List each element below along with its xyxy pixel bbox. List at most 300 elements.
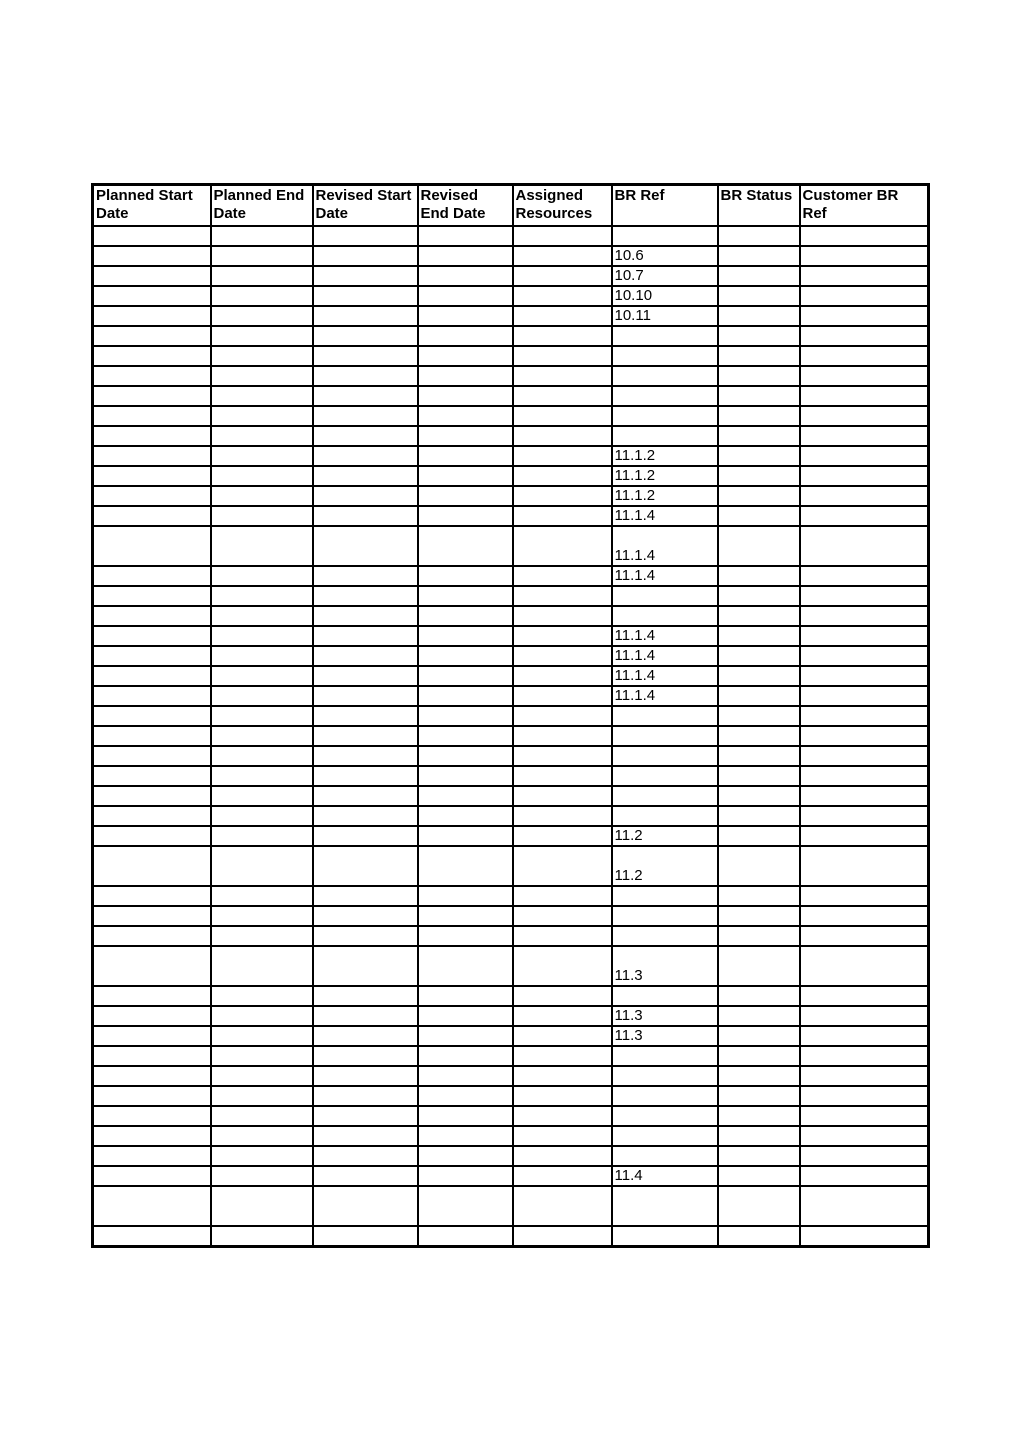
planned-start-date-cell <box>93 846 211 886</box>
revised-end-date-cell <box>418 746 513 766</box>
table-row <box>93 386 929 406</box>
customer-br-ref-cell <box>800 506 929 526</box>
table-row <box>93 1106 929 1126</box>
planned-end-date-cell <box>211 346 313 366</box>
planned-end-date-cell <box>211 946 313 986</box>
br-ref-cell <box>612 326 718 346</box>
assigned-resources-cell <box>513 486 612 506</box>
br-ref-cell: 11.1.4 <box>612 526 718 566</box>
table-row <box>93 1026 929 1046</box>
customer-br-ref-cell <box>800 346 929 366</box>
revised-start-date-cell <box>313 506 418 526</box>
assigned-resources-cell <box>513 646 612 666</box>
planned-start-date-cell <box>93 386 211 406</box>
project-plan-table <box>91 183 930 1248</box>
br-status-cell <box>718 286 800 306</box>
planned-start-date-cell <box>93 806 211 826</box>
table-row <box>93 766 929 786</box>
br-status-cell <box>718 1006 800 1026</box>
br-ref-cell <box>612 786 718 806</box>
table-row <box>93 566 929 586</box>
planned-start-date-cell <box>93 946 211 986</box>
planned-start-date-cell <box>93 1166 211 1186</box>
assigned-resources-cell <box>513 1026 612 1046</box>
customer-br-ref-cell <box>800 1146 929 1166</box>
customer-br-ref-cell <box>800 886 929 906</box>
br-status-cell <box>718 326 800 346</box>
revised-start-date-cell <box>313 226 418 246</box>
customer-br-ref-cell <box>800 366 929 386</box>
planned-end-date-cell <box>211 266 313 286</box>
revised-end-date-cell <box>418 1126 513 1146</box>
br-ref-cell: 11.3 <box>612 1026 718 1046</box>
br-status-cell <box>718 346 800 366</box>
customer-br-ref-cell <box>800 306 929 326</box>
revised-end-date-cell <box>418 726 513 746</box>
customer-br-ref-cell <box>800 1186 929 1226</box>
revised-start-date-cell <box>313 466 418 486</box>
assigned-resources-cell <box>513 1066 612 1086</box>
br-ref-cell <box>612 886 718 906</box>
br-ref-cell <box>612 426 718 446</box>
revised-start-date-cell <box>313 726 418 746</box>
planned-start-date-cell <box>93 466 211 486</box>
planned-end-date-cell <box>211 426 313 446</box>
planned-start-date-cell <box>93 1086 211 1106</box>
br-ref-cell: 11.1.4 <box>612 646 718 666</box>
planned-end-date-cell <box>211 446 313 466</box>
br-status-cell <box>718 826 800 846</box>
assigned-resources-cell <box>513 886 612 906</box>
revised-start-date-cell <box>313 646 418 666</box>
customer-br-ref-cell <box>800 446 929 466</box>
planned-start-date-cell <box>93 606 211 626</box>
br-ref-cell <box>612 1126 718 1146</box>
planned-end-date-cell <box>211 286 313 306</box>
planned-end-date-cell <box>211 566 313 586</box>
revised-start-date-cell <box>313 826 418 846</box>
revised-start-date-cell <box>313 586 418 606</box>
br-ref-cell: 11.1.2 <box>612 486 718 506</box>
planned-start-date-cell <box>93 1046 211 1066</box>
revised-end-date-cell <box>418 1006 513 1026</box>
assigned-resources-cell <box>513 606 612 626</box>
customer-br-ref-cell <box>800 1066 929 1086</box>
table-row <box>93 1146 929 1166</box>
customer-br-ref-cell <box>800 626 929 646</box>
assigned-resources-cell <box>513 1226 612 1247</box>
planned-start-date-cell <box>93 266 211 286</box>
assigned-resources-cell <box>513 426 612 446</box>
header-row <box>93 185 929 227</box>
revised-end-date-cell <box>418 266 513 286</box>
planned-start-date-cell <box>93 786 211 806</box>
revised-start-date-cell <box>313 426 418 446</box>
planned-end-date-cell <box>211 366 313 386</box>
br-ref-cell <box>612 346 718 366</box>
br-status-cell <box>718 486 800 506</box>
customer-br-ref-cell <box>800 286 929 306</box>
planned-start-date-cell <box>93 586 211 606</box>
planned-end-date-cell <box>211 1146 313 1166</box>
br-ref-cell <box>612 1226 718 1247</box>
br-ref-cell <box>612 606 718 626</box>
revised-end-date-cell <box>418 466 513 486</box>
customer-br-ref-cell <box>800 406 929 426</box>
revised-start-date-cell <box>313 346 418 366</box>
assigned-resources-cell <box>513 1106 612 1126</box>
table-row <box>93 486 929 506</box>
customer-br-ref-cell <box>800 426 929 446</box>
assigned-resources-cell <box>513 986 612 1006</box>
revised-start-date-cell <box>313 986 418 1006</box>
br-status-cell <box>718 766 800 786</box>
assigned-resources-cell <box>513 246 612 266</box>
planned-end-date-cell <box>211 926 313 946</box>
customer-br-ref-cell <box>800 726 929 746</box>
customer-br-ref-cell <box>800 226 929 246</box>
revised-end-date-cell <box>418 446 513 466</box>
table-row <box>93 906 929 926</box>
br-status-cell <box>718 306 800 326</box>
revised-end-date-cell <box>418 586 513 606</box>
br-status-cell <box>718 226 800 246</box>
planned-start-date-cell <box>93 886 211 906</box>
br-ref-cell: 11.1.2 <box>612 466 718 486</box>
planned-end-date-cell <box>211 1026 313 1046</box>
planned-start-date-cell <box>93 366 211 386</box>
header-br-status: BR Status <box>718 185 800 227</box>
planned-end-date-cell <box>211 666 313 686</box>
customer-br-ref-cell <box>800 526 929 566</box>
planned-end-date-cell <box>211 1066 313 1086</box>
br-status-cell <box>718 566 800 586</box>
planned-end-date-cell <box>211 606 313 626</box>
planned-end-date-cell <box>211 306 313 326</box>
revised-end-date-cell <box>418 486 513 506</box>
planned-start-date-cell <box>93 906 211 926</box>
planned-start-date-cell <box>93 226 211 246</box>
revised-end-date-cell <box>418 1166 513 1186</box>
planned-end-date-cell <box>211 386 313 406</box>
revised-end-date-cell <box>418 386 513 406</box>
customer-br-ref-cell <box>800 686 929 706</box>
revised-start-date-cell <box>313 1226 418 1247</box>
br-status-cell <box>718 926 800 946</box>
br-ref-cell <box>612 1146 718 1166</box>
br-status-cell <box>718 506 800 526</box>
br-ref-cell <box>612 386 718 406</box>
planned-start-date-cell <box>93 1146 211 1166</box>
table-row <box>93 666 929 686</box>
revised-end-date-cell <box>418 1086 513 1106</box>
br-ref-cell <box>612 586 718 606</box>
revised-start-date-cell <box>313 846 418 886</box>
customer-br-ref-cell <box>800 986 929 1006</box>
revised-start-date-cell <box>313 406 418 426</box>
table-row <box>93 306 929 326</box>
header-planned-start-date: Planned Start Date <box>93 185 211 227</box>
revised-end-date-cell <box>418 786 513 806</box>
revised-end-date-cell <box>418 766 513 786</box>
assigned-resources-cell <box>513 506 612 526</box>
planned-end-date-cell <box>211 906 313 926</box>
br-status-cell <box>718 466 800 486</box>
customer-br-ref-cell <box>800 466 929 486</box>
planned-end-date-cell <box>211 466 313 486</box>
revised-end-date-cell <box>418 526 513 566</box>
planned-start-date-cell <box>93 706 211 726</box>
table-row <box>93 1226 929 1247</box>
revised-start-date-cell <box>313 526 418 566</box>
planned-end-date-cell <box>211 326 313 346</box>
table-row <box>93 1166 929 1186</box>
br-ref-cell: 11.1.4 <box>612 666 718 686</box>
revised-start-date-cell <box>313 386 418 406</box>
assigned-resources-cell <box>513 586 612 606</box>
revised-end-date-cell <box>418 1066 513 1086</box>
planned-start-date-cell <box>93 626 211 646</box>
planned-start-date-cell <box>93 1026 211 1046</box>
header-assigned-resources: Assigned Resources <box>513 185 612 227</box>
table-row <box>93 246 929 266</box>
revised-start-date-cell <box>313 1166 418 1186</box>
revised-start-date-cell <box>313 1186 418 1226</box>
table-row <box>93 406 929 426</box>
planned-start-date-cell <box>93 566 211 586</box>
br-ref-cell <box>612 226 718 246</box>
assigned-resources-cell <box>513 226 612 246</box>
planned-start-date-cell <box>93 986 211 1006</box>
assigned-resources-cell <box>513 366 612 386</box>
revised-start-date-cell <box>313 1046 418 1066</box>
customer-br-ref-cell <box>800 586 929 606</box>
br-ref-cell <box>612 766 718 786</box>
header-br-ref: BR Ref <box>612 185 718 227</box>
planned-start-date-cell <box>93 746 211 766</box>
assigned-resources-cell <box>513 306 612 326</box>
br-ref-cell: 11.4 <box>612 1166 718 1186</box>
revised-start-date-cell <box>313 1006 418 1026</box>
planned-end-date-cell <box>211 406 313 426</box>
br-ref-cell: 11.1.4 <box>612 686 718 706</box>
planned-start-date-cell <box>93 1106 211 1126</box>
br-status-cell <box>718 1066 800 1086</box>
br-status-cell <box>718 1226 800 1247</box>
table-row <box>93 946 929 986</box>
revised-start-date-cell <box>313 926 418 946</box>
br-status-cell <box>718 426 800 446</box>
br-status-cell <box>718 246 800 266</box>
br-status-cell <box>718 986 800 1006</box>
br-ref-cell <box>612 746 718 766</box>
br-status-cell <box>718 606 800 626</box>
assigned-resources-cell <box>513 1126 612 1146</box>
revised-end-date-cell <box>418 326 513 346</box>
customer-br-ref-cell <box>800 486 929 506</box>
revised-end-date-cell <box>418 346 513 366</box>
planned-start-date-cell <box>93 286 211 306</box>
br-ref-cell: 11.2 <box>612 846 718 886</box>
planned-start-date-cell <box>93 526 211 566</box>
revised-start-date-cell <box>313 606 418 626</box>
br-ref-cell <box>612 406 718 426</box>
table-row <box>93 786 929 806</box>
revised-start-date-cell <box>313 566 418 586</box>
assigned-resources-cell <box>513 946 612 986</box>
revised-start-date-cell <box>313 486 418 506</box>
revised-end-date-cell <box>418 1046 513 1066</box>
revised-end-date-cell <box>418 946 513 986</box>
customer-br-ref-cell <box>800 1006 929 1026</box>
planned-end-date-cell <box>211 1046 313 1066</box>
planned-end-date-cell <box>211 1006 313 1026</box>
revised-start-date-cell <box>313 286 418 306</box>
revised-end-date-cell <box>418 906 513 926</box>
assigned-resources-cell <box>513 846 612 886</box>
br-status-cell <box>718 386 800 406</box>
br-status-cell <box>718 1166 800 1186</box>
br-status-cell <box>718 366 800 386</box>
table-row <box>93 1086 929 1106</box>
planned-start-date-cell <box>93 666 211 686</box>
planned-end-date-cell <box>211 786 313 806</box>
planned-start-date-cell <box>93 1186 211 1226</box>
revised-start-date-cell <box>313 746 418 766</box>
revised-end-date-cell <box>418 646 513 666</box>
br-status-cell <box>718 626 800 646</box>
assigned-resources-cell <box>513 386 612 406</box>
revised-start-date-cell <box>313 686 418 706</box>
revised-start-date-cell <box>313 326 418 346</box>
assigned-resources-cell <box>513 1166 612 1186</box>
assigned-resources-cell <box>513 686 612 706</box>
planned-start-date-cell <box>93 406 211 426</box>
br-status-cell <box>718 886 800 906</box>
planned-end-date-cell <box>211 686 313 706</box>
revised-end-date-cell <box>418 706 513 726</box>
customer-br-ref-cell <box>800 1086 929 1106</box>
planned-start-date-cell <box>93 486 211 506</box>
customer-br-ref-cell <box>800 666 929 686</box>
revised-start-date-cell <box>313 946 418 986</box>
planned-end-date-cell <box>211 706 313 726</box>
revised-start-date-cell <box>313 306 418 326</box>
customer-br-ref-cell <box>800 826 929 846</box>
br-status-cell <box>718 1126 800 1146</box>
customer-br-ref-cell <box>800 926 929 946</box>
br-ref-cell <box>612 706 718 726</box>
planned-start-date-cell <box>93 1126 211 1146</box>
table-row <box>93 826 929 846</box>
br-status-cell <box>718 1146 800 1166</box>
revised-start-date-cell <box>313 1146 418 1166</box>
planned-start-date-cell <box>93 686 211 706</box>
br-status-cell <box>718 706 800 726</box>
assigned-resources-cell <box>513 826 612 846</box>
revised-start-date-cell <box>313 1126 418 1146</box>
table-row <box>93 1046 929 1066</box>
table-row <box>93 886 929 906</box>
br-ref-cell: 10.11 <box>612 306 718 326</box>
customer-br-ref-cell <box>800 1026 929 1046</box>
revised-end-date-cell <box>418 1146 513 1166</box>
assigned-resources-cell <box>513 726 612 746</box>
br-ref-cell <box>612 926 718 946</box>
br-status-cell <box>718 586 800 606</box>
assigned-resources-cell <box>513 326 612 346</box>
customer-br-ref-cell <box>800 1126 929 1146</box>
planned-start-date-cell <box>93 446 211 466</box>
revised-end-date-cell <box>418 626 513 646</box>
br-ref-cell: 10.10 <box>612 286 718 306</box>
planned-start-date-cell <box>93 306 211 326</box>
br-ref-cell: 11.1.2 <box>612 446 718 466</box>
table-row <box>93 346 929 366</box>
table-body <box>93 226 929 1247</box>
table-row <box>93 606 929 626</box>
br-ref-cell <box>612 1066 718 1086</box>
table-row <box>93 1066 929 1086</box>
br-status-cell <box>718 266 800 286</box>
revised-end-date-cell <box>418 1186 513 1226</box>
customer-br-ref-cell <box>800 1226 929 1247</box>
revised-start-date-cell <box>313 266 418 286</box>
planned-end-date-cell <box>211 1186 313 1226</box>
br-ref-cell: 10.7 <box>612 266 718 286</box>
table-row <box>93 806 929 826</box>
revised-end-date-cell <box>418 986 513 1006</box>
planned-start-date-cell <box>93 346 211 366</box>
planned-start-date-cell <box>93 646 211 666</box>
revised-end-date-cell <box>418 406 513 426</box>
planned-end-date-cell <box>211 986 313 1006</box>
assigned-resources-cell <box>513 806 612 826</box>
assigned-resources-cell <box>513 1086 612 1106</box>
customer-br-ref-cell <box>800 846 929 886</box>
revised-start-date-cell <box>313 1106 418 1126</box>
customer-br-ref-cell <box>800 706 929 726</box>
planned-end-date-cell <box>211 766 313 786</box>
assigned-resources-cell <box>513 526 612 566</box>
assigned-resources-cell <box>513 626 612 646</box>
planned-start-date-cell <box>93 326 211 346</box>
customer-br-ref-cell <box>800 1166 929 1186</box>
br-status-cell <box>718 786 800 806</box>
planned-end-date-cell <box>211 626 313 646</box>
table-row <box>93 1006 929 1026</box>
revised-end-date-cell <box>418 426 513 446</box>
planned-start-date-cell <box>93 506 211 526</box>
revised-start-date-cell <box>313 706 418 726</box>
revised-end-date-cell <box>418 886 513 906</box>
planned-end-date-cell <box>211 1086 313 1106</box>
planned-end-date-cell <box>211 226 313 246</box>
planned-end-date-cell <box>211 506 313 526</box>
br-status-cell <box>718 646 800 666</box>
customer-br-ref-cell <box>800 1046 929 1066</box>
revised-end-date-cell <box>418 666 513 686</box>
planned-end-date-cell <box>211 246 313 266</box>
revised-end-date-cell <box>418 846 513 886</box>
header-revised-start-date: Revised Start Date <box>313 185 418 227</box>
revised-start-date-cell <box>313 1066 418 1086</box>
revised-end-date-cell <box>418 286 513 306</box>
br-status-cell <box>718 946 800 986</box>
planned-start-date-cell <box>93 926 211 946</box>
table-row <box>93 466 929 486</box>
br-status-cell <box>718 726 800 746</box>
